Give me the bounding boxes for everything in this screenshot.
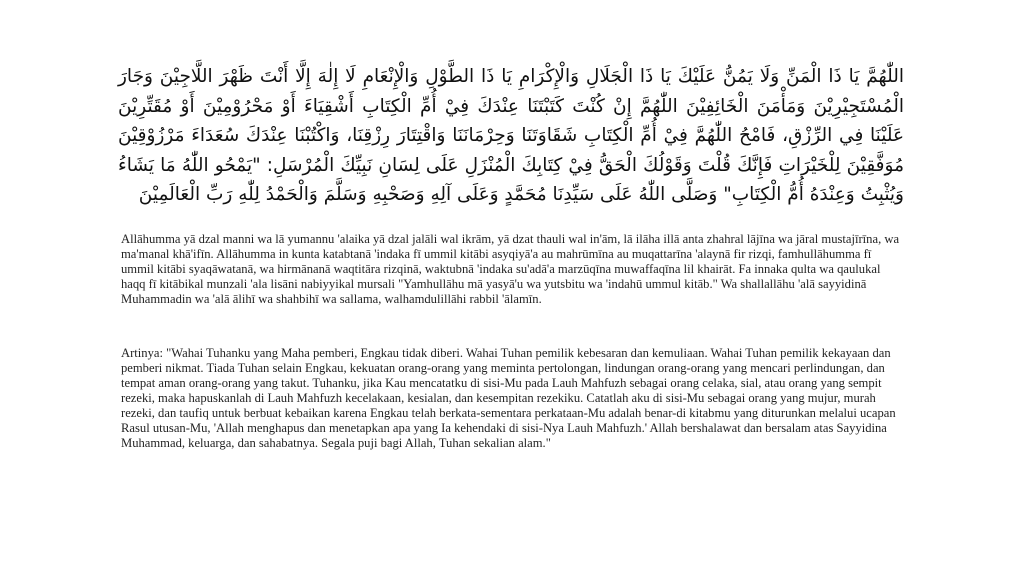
latin-transliteration-text: Allāhumma yā dzal manni wa lā yumannu 'alaika yā dzal jalāli wal ikrām, yā dzat thauli wal in'ām, lā ilāha illā anta zhahral lājīna wa jāral mustajīrīna, wa ma'manal khā'ifīn. Allāhumma in kunta katabtanā 'indaka fī ummil kitābi asyqiyā'a au mahrūmīna au muqattarīna 'alaynā fir rizqi, famhullāhumma fī ummil kitābi syaqāwatanā, wa hirmānanā waqtitāra rizqinā, waktubnā 'indaka su'adā'a marzūqīna muwaffaqīna lil khairāt. Fa innaka qulta wa qaulukal haqq fī kitābikal munzali 'ala lisāni nabiyyikal mursali "Yamhullāhu mā yasyā'u wa yutsbitu wa 'indahū ummul kitāb." Wa shallallāhu 'alā sayyidinā Muhammadin wa 'alā ālihī wa shahbihī wa sallama, walhamdulillāhi rabbil 'ālamīn. — [121, 232, 900, 306]
arabic-prayer-text: اللّٰهُمَّ يَا ذَا الْمَنِّ وَلَا يَمُنُّ عَلَيْكَ يَا ذَا الْجَلَالِ وَالْإِكْرَامِ يَا ذَا الطَّوْلِ وَالْإِنْعَامِ لَا إِلٰهَ إِلَّا أَنْتَ ظَهْرَ اللَّاجِيْنَ وَجَارَ الْمُسْتَجِيْرِيْنَ وَمَأْمَنَ الْخَائِفِيْنَ اللّٰهُمَّ إِنْ كُنْتَ كَتَبْتَنَا عِنْدَكَ فِيْ أُمِّ الْكِتَابِ أَشْقِيَاءَ أَوْ مَحْرُوْمِيْنَ أَوْ مُقَتِّرِيْنَ عَلَيْنَا فِي الرِّزْقِ، فَامْحُ اللّٰهُمَّ فِيْ أُمِّ الْكِتَابِ شَقَاوَتَنَا وَحِرْمَانَنَا وَاقْتِتَارَ رِزْقِنَا، وَاكْتُبْنَا عِنْدَكَ سُعَدَاءَ مَرْزُوْقِيْنَ مُوَفَّقِيْنَ لِلْخَيْرَاتِ فَإِنَّكَ قُلْتَ وَقَوْلُكَ الْحَقُّ فِيْ كِتَابِكَ الْمُنْزَلِ عَلَى لِسَانِ نَبِيِّكَ الْمُرْسَلِ: "يَمْحُو اللّٰهُ مَا يَشَاءُ وَيُثْبِتُ وَعِنْدَهُ أُمُّ الْكِتَابِ" وَصَلَّى اللّٰهُ عَلَى سَيِّدِنَا مُحَمَّدٍ وَعَلَى آلِهِ وَصَحْبِهِ وَسَلَّمَ وَالْحَمْدُ لِلّٰهِ رَبِّ الْعَالَمِيْنَ — [118, 66, 904, 206]
indonesian-translation-text: Artinya: "Wahai Tuhanku yang Maha pemberi, Engkau tidak diberi. Wahai Tuhan pemilik kebesaran dan kemuliaan. Wahai Tuhan pemilik kekayaan dan pemberi nikmat. Tiada Tuhan selain Engkau, kekuatan orang-orang yang meminta pertolongan, lindungan orang-orang yang mencari perlindungan, dan tempat aman orang-orang yang takut. Tuhanku, jika Kau mencatatku di sisi-Mu pada Lauh Mahfuzh sebagai orang celaka, sial, atau orang yang sempit rezeki, maka hapuskanlah di Lauh Mahfuzh kecelakaan, kesialan, dan kesempitan rezekiku. Catatlah aku di sisi-Mu sebagai orang yang mujur, murah rezeki, dan taufiq untuk berbuat kebaikan karena Engkau telah berkata-sementara perkataan-Mu adalah benar-di kitabmu yang diturunkan melalui ucapan Rasul utusan-Mu, 'Allah menghapus dan menetapkan apa yang Ia kehendaki di sisi-Nya Lauh Mahfuzh.' Allah bershalawat dan bersalam atas Sayyidina Muhammad, keluarga, dan sahabatnya. Segala puji bagi Allah, Tuhan sekalian alam." — [121, 346, 896, 450]
